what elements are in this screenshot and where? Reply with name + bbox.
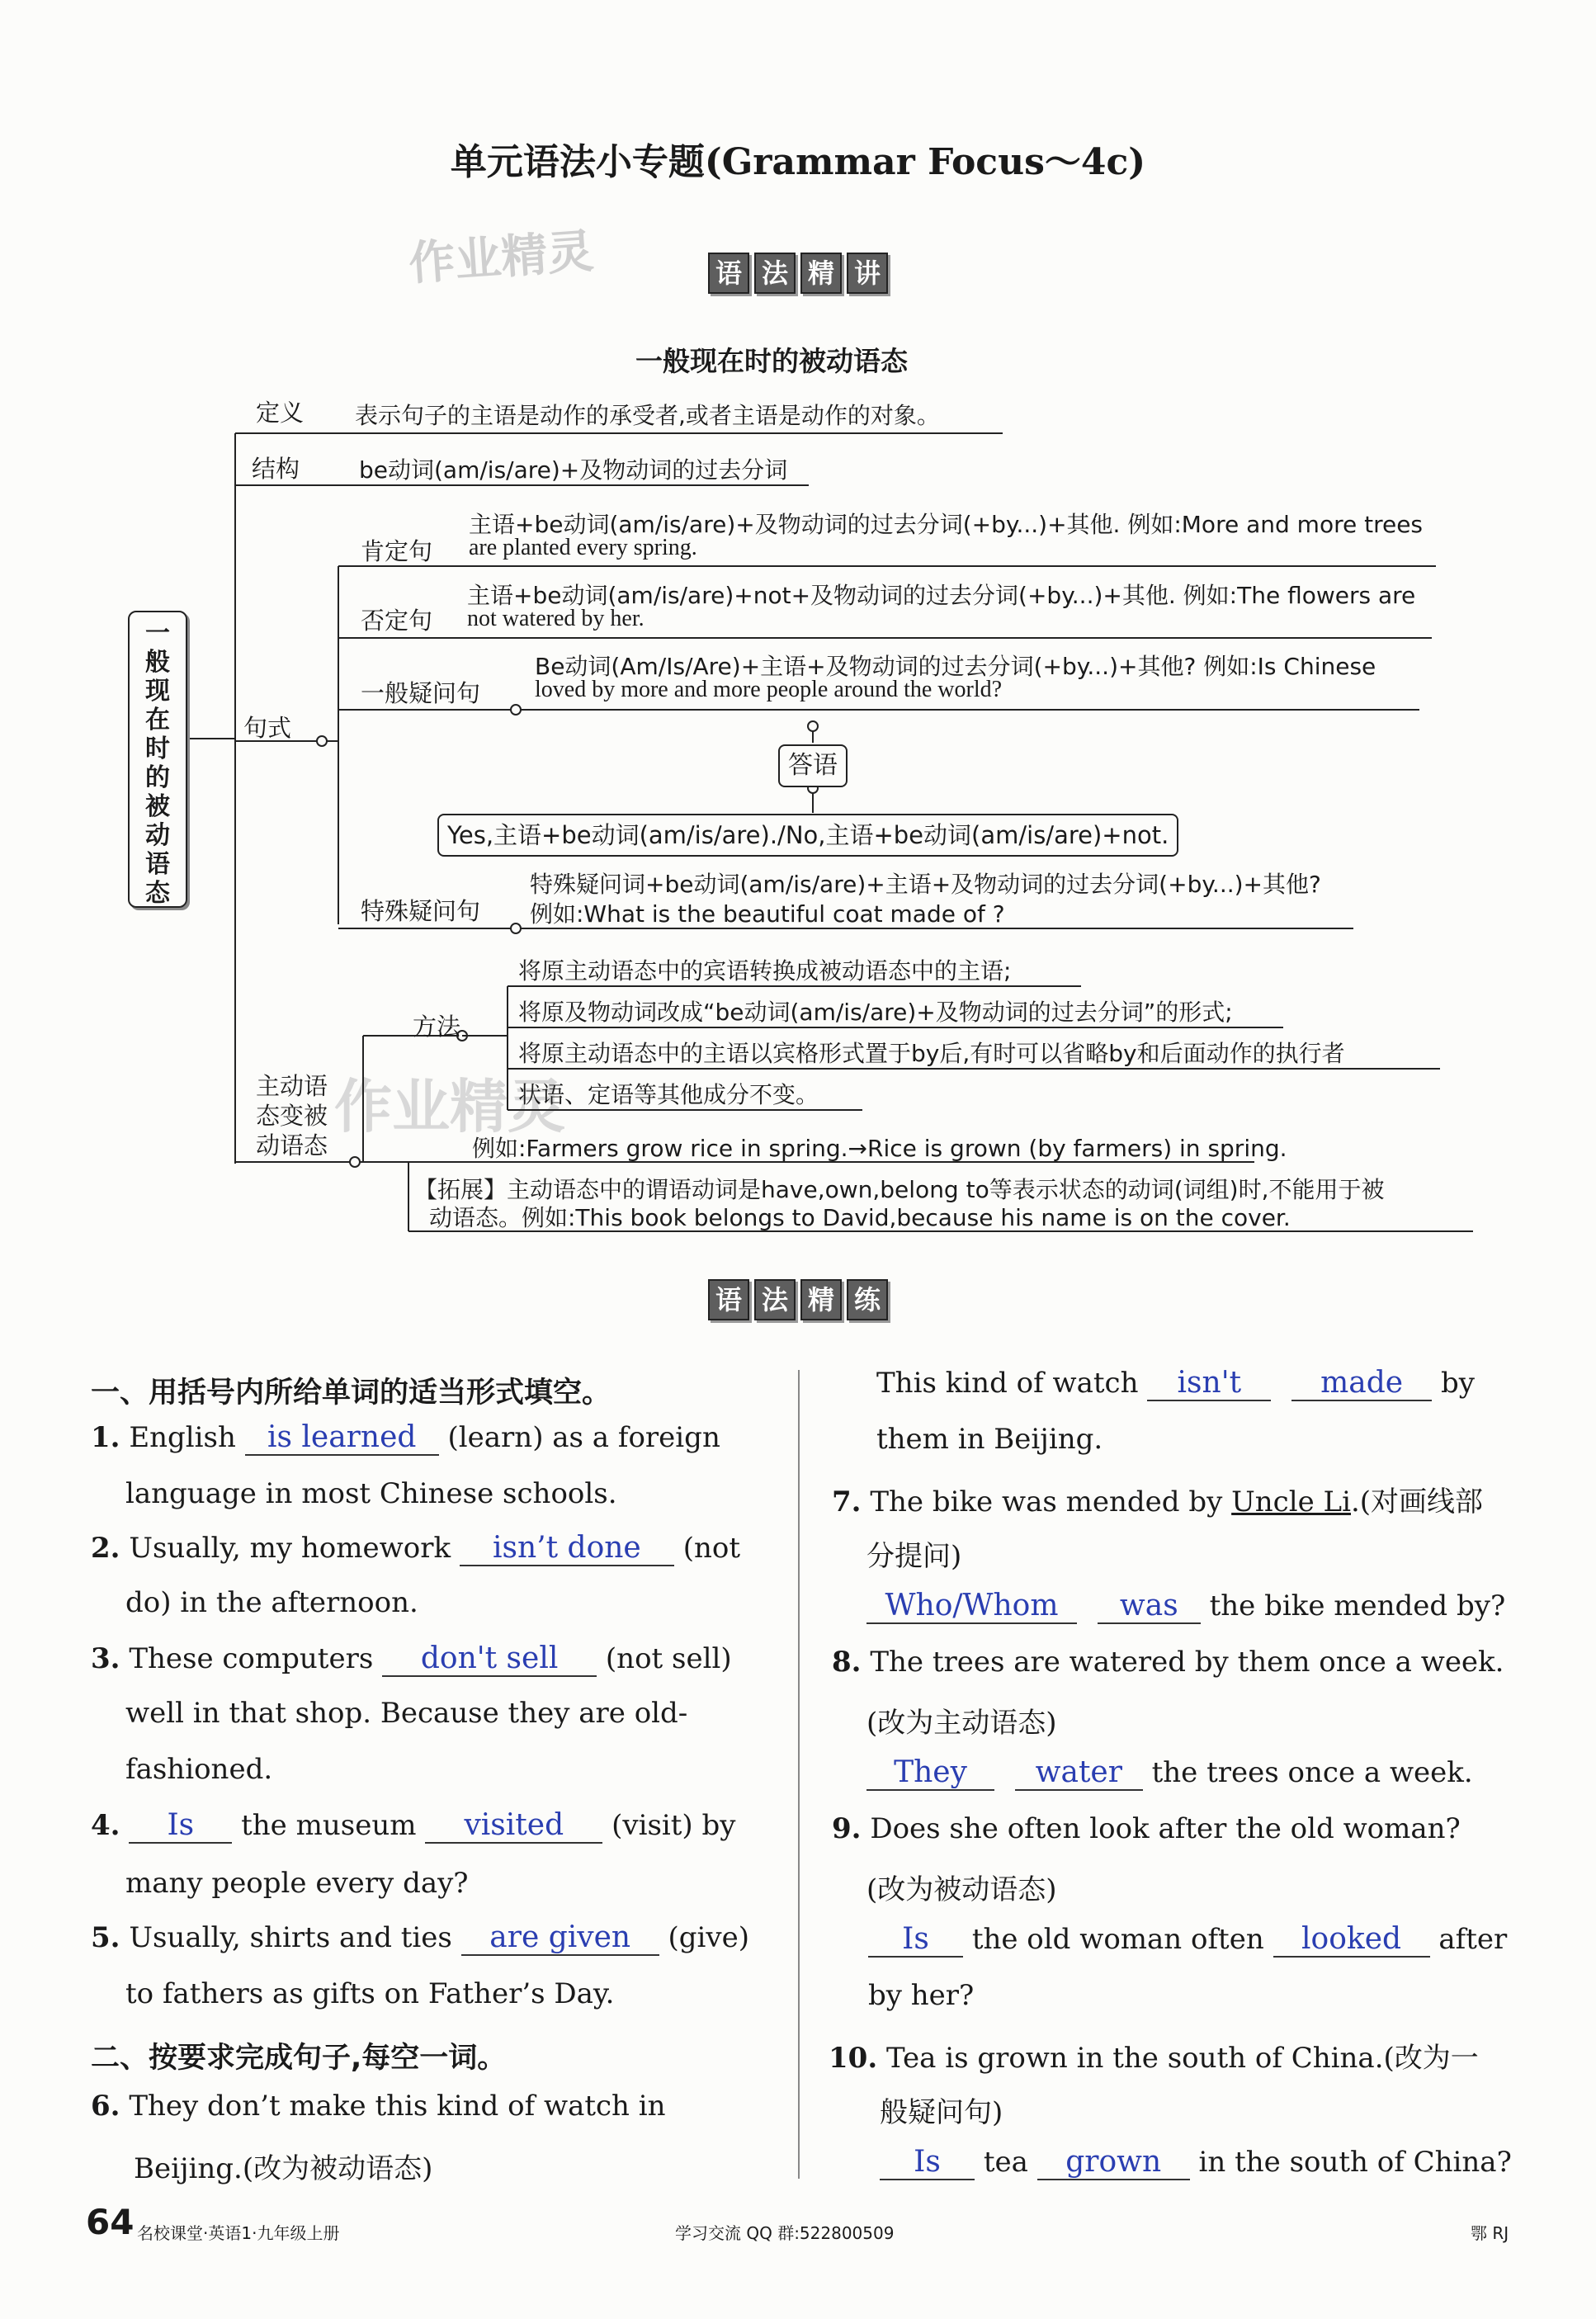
question-2 — [91, 1532, 740, 1566]
question-text: The trees are watered by them once a week. — [870, 1646, 1504, 1679]
question-text: well in that shop. Because they are old- — [125, 1697, 688, 1730]
pattern-label: 句式 — [243, 714, 292, 742]
answer-blank[interactable]: Is — [868, 1923, 963, 1958]
question-number: 1. — [91, 1421, 120, 1454]
negative-label: 否定句 — [361, 607, 433, 635]
question-text: by — [1440, 1367, 1475, 1400]
structure-text: be动词(am/is/are)+及物动词的过去分词 — [359, 456, 788, 484]
question-text: (visit) by — [611, 1809, 736, 1842]
column-divider — [798, 1370, 800, 2179]
question-text: Usually, shirts and ties — [129, 1921, 452, 1954]
convert-label-line: 态变被 — [256, 1102, 328, 1130]
section2-title: 二、按要求完成句子,每空一词。 — [91, 2042, 507, 2075]
structure-label: 结构 — [252, 455, 300, 483]
edition: 鄂 RJ — [1471, 2223, 1509, 2243]
question-text: in the south of China? — [1198, 2146, 1512, 2179]
question-text: by her? — [868, 1979, 975, 2012]
question-text: do) in the afternoon. — [125, 1586, 418, 1619]
question-4 — [91, 1809, 735, 1844]
answer-text: Yes,主语+be动词(am/is/are)./No,主语+be动词(am/is/are)+not. — [437, 814, 1178, 857]
mindmap-root — [128, 611, 187, 908]
question-text: (not sell) — [605, 1642, 732, 1675]
question-number: 5. — [91, 1921, 120, 1954]
question-number: 9. — [832, 1812, 862, 1845]
question-text: (give) — [668, 1921, 750, 1954]
question-text: These computers — [129, 1642, 374, 1675]
diagram-title: 一般现在时的被动语态 — [635, 345, 908, 377]
answer-blank[interactable]: isn't — [1147, 1367, 1271, 1401]
method-step: 将原及物动词改成“be动词(am/is/are)+及物动词的过去分词”的形式; — [518, 999, 1233, 1026]
question-text: the bike mended by? — [1209, 1589, 1506, 1622]
question-text: language in most Chinese schools. — [125, 1477, 617, 1510]
question-text: the trees once a week. — [1151, 1756, 1473, 1789]
question-text: (learn) as a foreign — [447, 1421, 720, 1454]
question-number: 10. — [829, 2042, 878, 2075]
answer-blank[interactable]: Is — [880, 2146, 975, 2180]
question-9 — [832, 1812, 1461, 1845]
wh-line2: 例如:What is the beautiful coat made of ? — [530, 900, 1005, 928]
affirmative-line1: 主语+be动词(am/is/are)+及物动词的过去分词(+by...)+其他. 例如:More and more trees — [469, 511, 1424, 538]
question-8-answer — [866, 1756, 1473, 1791]
question-text: to fathers as gifts on Father’s Day. — [125, 1977, 615, 2010]
definition-text: 表示句子的主语是动作的承受者,或者主语是动作的对象。 — [355, 402, 940, 429]
question-9-answer — [868, 1923, 1507, 1958]
question-5 — [91, 1921, 749, 1956]
watermark: 作业精灵 — [334, 1073, 565, 1141]
question-text: many people every day? — [125, 1867, 469, 1900]
answer-blank[interactable]: is learned — [245, 1421, 439, 1456]
method-step: 状语、定语等其他成分不变。 — [518, 1081, 819, 1108]
question-text: (改为主动语态) — [866, 1707, 1057, 1740]
question-text: Beijing.(改为被动语态) — [134, 2152, 433, 2185]
question-text: the old woman often — [971, 1923, 1264, 1956]
question-text: English — [129, 1421, 236, 1454]
question-number: 3. — [91, 1642, 120, 1675]
question-number: 2. — [91, 1532, 120, 1565]
section1-title: 一、用括号内所给单词的适当形式填空。 — [91, 1377, 611, 1410]
question-text: Usually, my homework — [129, 1532, 451, 1565]
answer-blank[interactable]: made — [1291, 1367, 1432, 1401]
question-text: tea — [983, 2146, 1028, 2179]
yes-no-line1: Be动词(Am/Is/Are)+主语+及物动词的过去分词(+by...)+其他? 例如:Is Chinese — [535, 653, 1376, 680]
affirmative-label: 肯定句 — [361, 537, 433, 565]
convert-label — [256, 1071, 328, 1160]
answer-blank[interactable]: don't sell — [382, 1642, 597, 1677]
answer-blank[interactable]: was — [1098, 1589, 1201, 1624]
answer-blank[interactable]: are given — [461, 1921, 659, 1956]
question-number: 6. — [91, 2090, 120, 2123]
convert-label-line: 动语态 — [256, 1131, 328, 1160]
question-text: the museum — [241, 1809, 417, 1842]
answer-blank[interactable]: water — [1015, 1756, 1143, 1791]
answer-blank[interactable]: isn’t done — [460, 1532, 674, 1566]
question-number: 7. — [832, 1485, 862, 1518]
badge-char: 法 — [754, 253, 796, 294]
yes-no-question-label: 一般疑问句 — [361, 679, 481, 707]
page-number: 64 — [86, 2202, 135, 2242]
wh-line1: 特殊疑问词+be动词(am/is/are)+主语+及物动词的过去分词(+by...)+其他? — [530, 871, 1321, 898]
answer-blank[interactable]: Is — [129, 1809, 232, 1844]
question-text: after — [1438, 1923, 1508, 1956]
badge-char: 语 — [708, 1279, 749, 1320]
question-1 — [91, 1421, 720, 1456]
badge-char: 法 — [754, 1279, 796, 1320]
section-badge-practice — [708, 1279, 888, 1320]
question-text: Does she often look after the old woman? — [870, 1812, 1461, 1845]
underlined-phrase: Uncle Li — [1231, 1485, 1351, 1518]
badge-char: 精 — [800, 1279, 842, 1320]
question-text: 分提问) — [866, 1540, 962, 1573]
page-title: 单元语法小专题(Grammar Focus～4c) — [450, 141, 1146, 183]
question-text: This kind of watch — [876, 1367, 1139, 1400]
question-text: (not — [682, 1532, 740, 1565]
definition-label: 定义 — [256, 399, 305, 427]
extension-line2: 动语态。例如:This book belongs to David,because his name is on the cover. — [429, 1204, 1291, 1231]
question-text: The bike was mended by — [870, 1485, 1232, 1518]
question-6-continued — [876, 1367, 1475, 1401]
question-text: them in Beijing. — [876, 1423, 1103, 1456]
question-text: .(对画线部 — [1350, 1485, 1484, 1518]
badge-char: 讲 — [847, 253, 888, 294]
method-step: 将原主动语态中的宾语转换成被动语态中的主语; — [518, 957, 1012, 985]
yes-no-line2: loved by more and more people around the world? — [535, 677, 1003, 702]
convert-label-line: 主动语 — [256, 1072, 328, 1100]
answer-blank[interactable]: Who/Whom — [866, 1589, 1077, 1624]
question-number: 8. — [832, 1646, 862, 1679]
question-text: 般疑问句) — [880, 2096, 1003, 2129]
question-10 — [829, 2035, 1479, 2076]
answer-blank[interactable]: visited — [425, 1809, 602, 1844]
question-number: 4. — [91, 1809, 120, 1842]
answer-blank[interactable]: They — [866, 1756, 994, 1791]
method-step: 将原主动语态中的主语以宾格形式置于by后,有时可以省略by和后面动作的执行者 — [518, 1040, 1345, 1067]
question-text: fashioned. — [125, 1753, 273, 1786]
answer-label: 答语 — [778, 744, 848, 787]
negative-line1: 主语+be动词(am/is/are)+not+及物动词的过去分词(+by...)+其他. 例如:The flowers are — [467, 582, 1416, 609]
wh-question-label: 特殊疑问句 — [361, 897, 481, 925]
convert-example: 例如:Farmers grow rice in spring.→Rice is grown (by farmers) in spring. — [472, 1135, 1287, 1162]
question-7 — [832, 1479, 1483, 1519]
watermark: 作业精灵 — [407, 224, 596, 291]
question-6 — [91, 2090, 666, 2123]
question-10-answer — [880, 2146, 1512, 2180]
badge-char: 精 — [800, 253, 842, 294]
question-text: They don’t make this kind of watch in — [129, 2090, 666, 2123]
question-8 — [832, 1646, 1504, 1679]
method-label: 方法 — [413, 1013, 461, 1041]
question-7-answer — [866, 1589, 1505, 1624]
question-text: Tea is grown in the south of China.(改为一 — [885, 2042, 1479, 2075]
affirmative-line2: are planted every spring. — [469, 535, 697, 560]
negative-line2: not watered by her. — [467, 606, 645, 631]
badge-char: 练 — [847, 1279, 888, 1320]
root-label: 一般现在时的被动语态 — [145, 619, 170, 908]
book-title: 名校课堂·英语1·九年级上册 — [137, 2223, 340, 2243]
answer-blank[interactable]: looked — [1273, 1923, 1430, 1958]
badge-char: 语 — [708, 253, 749, 294]
answer-blank[interactable]: grown — [1037, 2146, 1190, 2180]
question-text: (改为被动语态) — [866, 1873, 1057, 1906]
qq-group: 学习交流 QQ 群:522800509 — [675, 2223, 895, 2243]
extension-line1: 【拓展】主动语态中的谓语动词是have,own,belong to等表示状态的动词(词组)时,不能用于被 — [414, 1176, 1385, 1203]
question-3 — [91, 1642, 732, 1677]
